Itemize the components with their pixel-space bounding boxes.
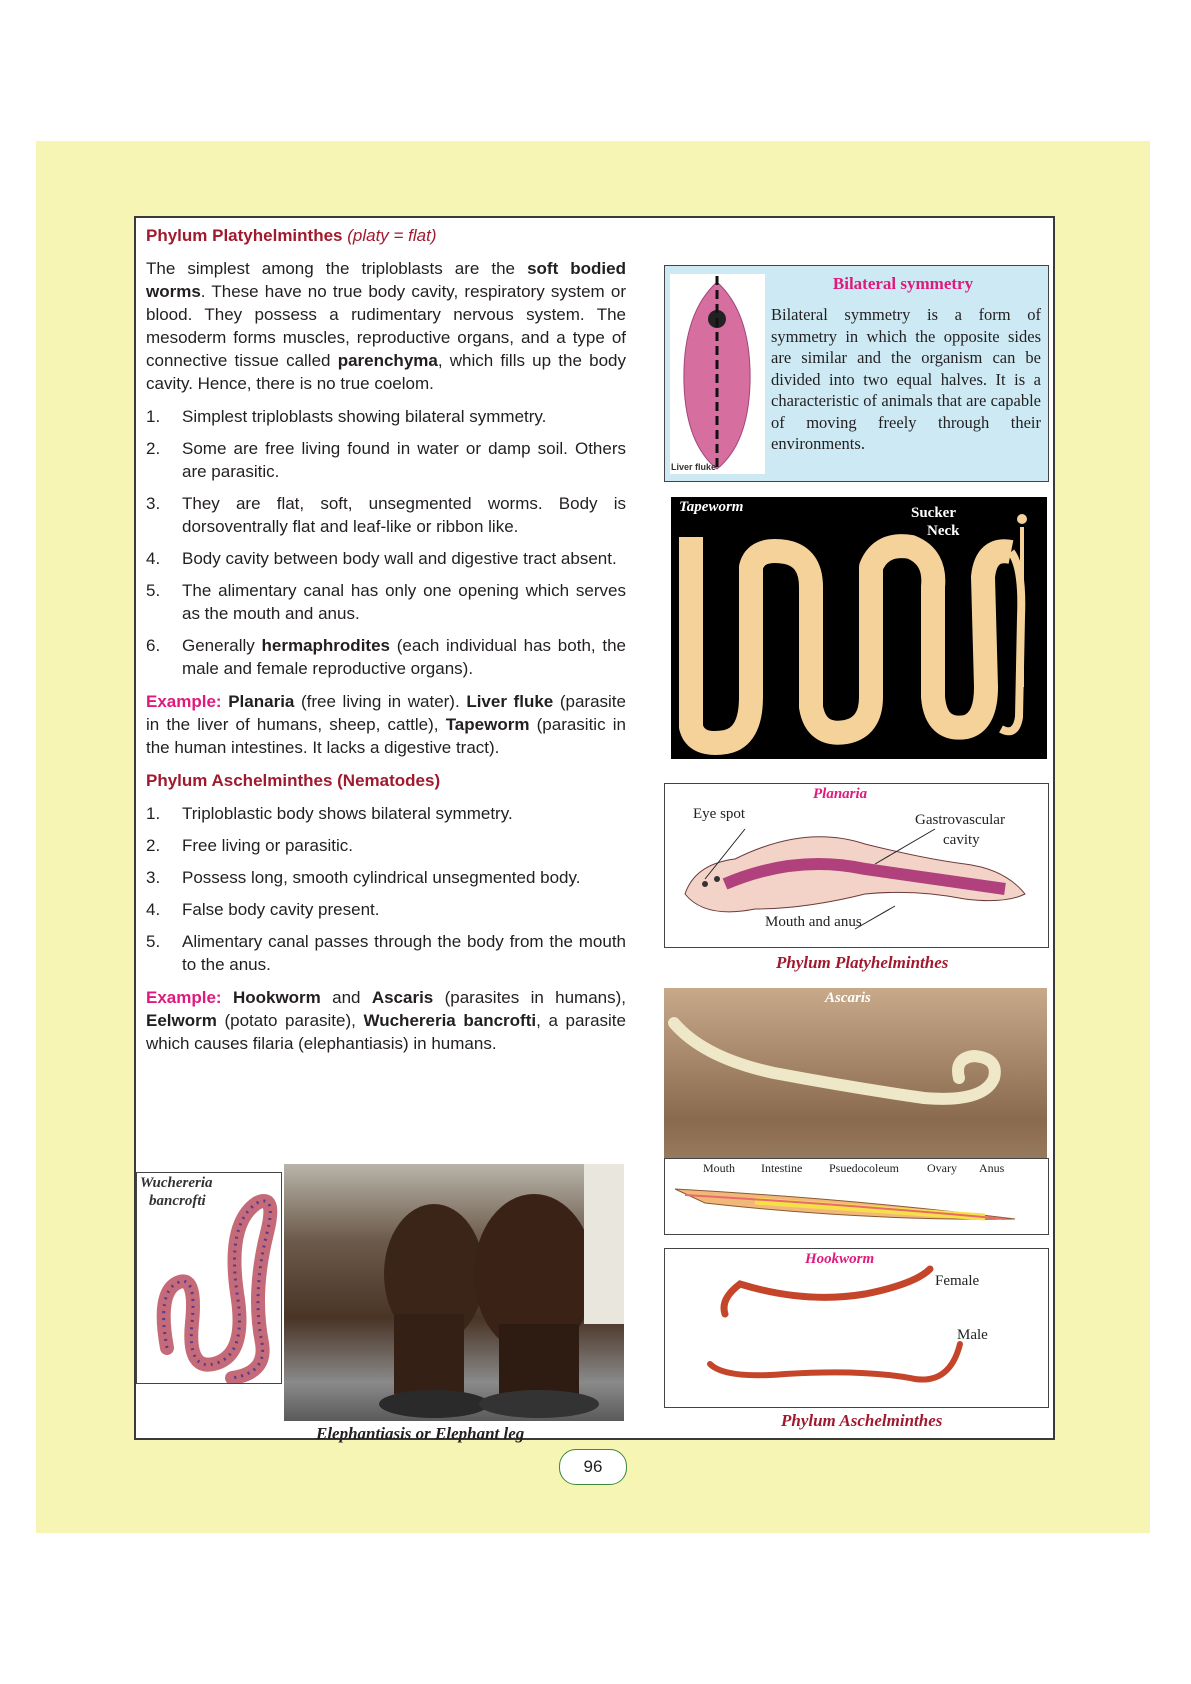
tapeworm-image bbox=[671, 497, 1047, 759]
liver-fluke-label: Liver fluke bbox=[671, 462, 717, 472]
liver-fluke-drawing bbox=[670, 274, 765, 474]
wuchereria-inset bbox=[136, 1172, 282, 1384]
platy-intro: The simplest among the triploblasts are the soft bodied worms. These have no true body cavity, respiratory system or blood. They possess a rudimentary nervous system. The mesoderm forms muscles, reproductive organs, and a type of connective tissue called parenchyma, which fills up the body cavity. Hence, there is no true coelom. bbox=[146, 259, 626, 393]
ascaris-intestine-label: Intestine bbox=[761, 1161, 803, 1175]
hookworm-title: Hookworm bbox=[805, 1251, 875, 1267]
platy-example: Example: Planaria (free living in water). Liver fluke (parasite in the liver of humans, sheep, cattle), Tapeworm (parasitic in the human intestines. It lacks a digestive tract). bbox=[146, 692, 626, 757]
mouth-anus-label: Mouth and anus bbox=[765, 914, 862, 930]
planaria-diagram bbox=[664, 783, 1049, 948]
list-item: 2. Some are free living found in water or damp soil. Others are parasitic. bbox=[146, 439, 626, 481]
symmetry-body: Bilateral symmetry is a form of symmetry in which the opposite sides are similar and the organism can be divided into two equal halves. It is a characteristic of animals that are capable of moving freely through their environments. bbox=[771, 305, 1041, 453]
hookworm-diagram bbox=[664, 1248, 1049, 1408]
hookworm-drawing bbox=[665, 1249, 1048, 1407]
ascaris-anus-label: Anus bbox=[979, 1161, 1005, 1175]
tapeworm-drawing bbox=[671, 497, 1047, 759]
male-label: Male bbox=[957, 1327, 988, 1343]
ascaris-ovary-label: Ovary bbox=[927, 1161, 957, 1175]
elephantiasis-photo bbox=[284, 1164, 624, 1421]
ascaris-pseudocoel-label: Psuedocoleum bbox=[829, 1161, 899, 1175]
aschel-heading: Phylum Aschelminthes (Nematodes) bbox=[146, 771, 441, 790]
aschel-example: Example: Hookworm and Ascaris (parasites in humans), Eelworm (potato parasite), Wuchereria bancrofti, a parasite which causes filaria (elephantiasis) in humans. bbox=[146, 988, 627, 1053]
neck-label: Neck bbox=[927, 523, 960, 539]
sucker-label: Sucker bbox=[911, 505, 956, 521]
ascaris-drawing bbox=[664, 988, 1047, 1158]
tapeworm-label: Tapeworm bbox=[679, 499, 744, 515]
platy-heading: Phylum Platyhelminthes (platy = flat) bbox=[146, 226, 437, 245]
ascaris-mouth-label: Mouth bbox=[703, 1161, 736, 1175]
list-item: 3. They are flat, soft, unsegmented worms. Body is dorsoventrally flat and leaf-like or ribbon like. bbox=[146, 494, 626, 536]
list-item: 3. Possess long, smooth cylindrical unsegmented body. bbox=[146, 868, 581, 887]
page-number: 96 bbox=[559, 1449, 627, 1485]
content-frame bbox=[134, 216, 1055, 1443]
ascaris-title: Ascaris bbox=[825, 990, 871, 1006]
gastro-label-1: Gastrovascular bbox=[915, 812, 1005, 828]
list-item: 4. Body cavity between body wall and digestive tract absent. bbox=[146, 549, 617, 568]
wuchereria-label-2: bancrofti bbox=[149, 1193, 206, 1209]
list-item: 2. Free living or parasitic. bbox=[146, 836, 354, 855]
aschel-list bbox=[146, 802, 626, 976]
wuchereria-label-1: Wuchereria bbox=[140, 1175, 213, 1191]
female-label: Female bbox=[935, 1273, 980, 1289]
list-item: 1. Triploblastic body shows bilateral symmetry. bbox=[146, 804, 513, 823]
list-item: 5. The alimentary canal has only one opening which serves as the mouth and anus. bbox=[146, 581, 626, 623]
bilateral-symmetry-box bbox=[664, 265, 1049, 482]
liver-fluke-image bbox=[670, 274, 765, 474]
platy-list bbox=[146, 405, 626, 680]
list-item: 5. Alimentary canal passes through the body from the mouth to the anus. bbox=[146, 932, 626, 974]
gastro-label-2: cavity bbox=[943, 832, 980, 848]
ascaris-diagram bbox=[664, 1158, 1049, 1235]
platy-figure-caption: Phylum Platyhelminthes bbox=[776, 953, 949, 972]
planaria-title: Planaria bbox=[813, 786, 868, 802]
list-item: 6. Generally hermaphrodites (each individual has both, the male and female reproductive organs). bbox=[146, 636, 627, 678]
aschel-figure-caption: Phylum Aschelminthes bbox=[781, 1411, 943, 1430]
text-column bbox=[146, 224, 626, 1065]
list-item: 1. Simplest triploblasts showing bilateral symmetry. bbox=[146, 407, 547, 426]
elephant-legs-illustration bbox=[284, 1164, 624, 1421]
eye-spot-label: Eye spot bbox=[693, 806, 746, 822]
symmetry-title: Bilateral symmetry bbox=[832, 274, 974, 293]
list-item: 4. False body cavity present. bbox=[146, 900, 380, 919]
elephantiasis-caption: Elephantiasis or Elephant leg bbox=[316, 1424, 525, 1443]
